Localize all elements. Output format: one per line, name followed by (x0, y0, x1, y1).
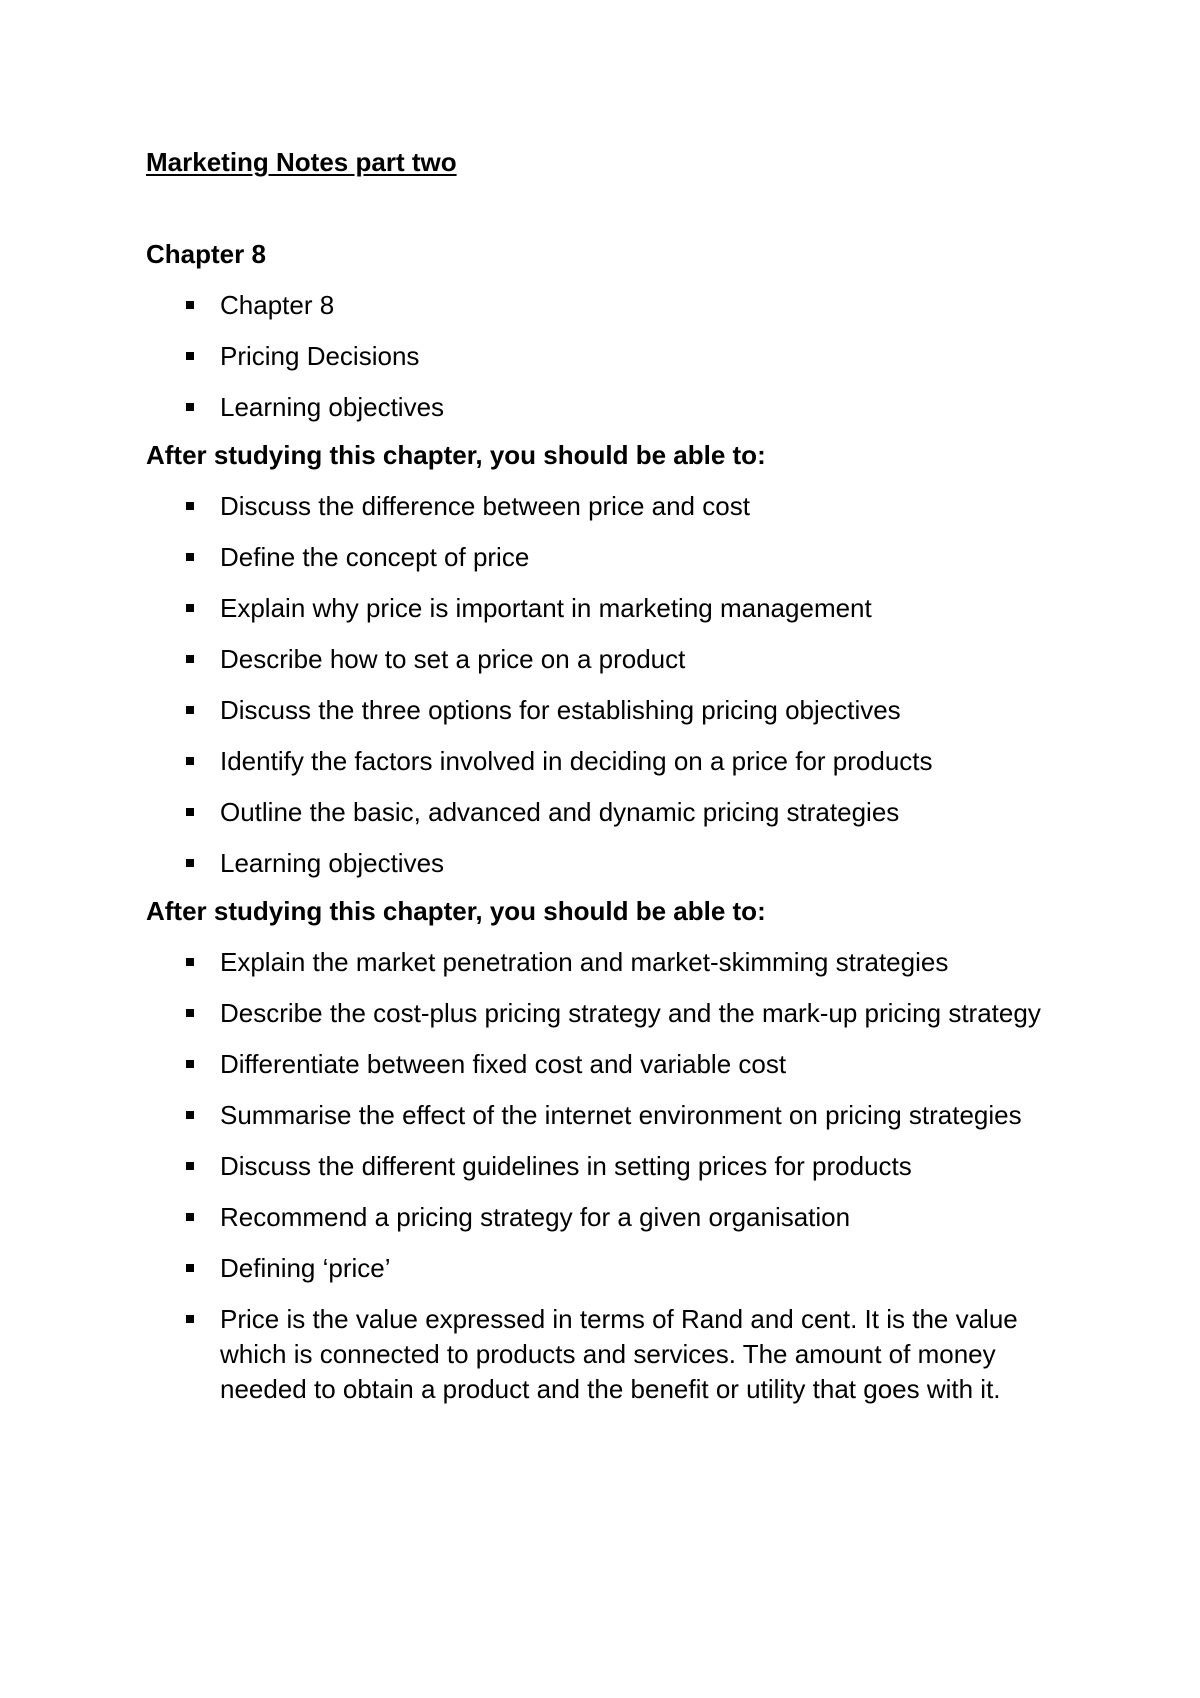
list-item-text: Differentiate between fixed cost and variable cost (220, 1049, 787, 1079)
list-item-text: Identify the factors involved in deciding on a price for products (220, 746, 933, 776)
list-item-text: Discuss the three options for establishing pricing objectives (220, 695, 901, 725)
list-item (146, 591, 1086, 626)
list-item (146, 1149, 1086, 1184)
chapter-intro-list (146, 288, 1086, 425)
list-item-text: Pricing Decisions (220, 341, 420, 371)
square-bullet-icon (186, 958, 194, 966)
list-item (146, 390, 1086, 425)
square-bullet-icon (186, 808, 194, 816)
square-bullet-icon (186, 553, 194, 561)
square-bullet-icon (186, 1315, 194, 1323)
objectives-heading: After studying this chapter, you should be able to: (146, 896, 766, 926)
list-item-text: Outline the basic, advanced and dynamic pricing strategies (220, 797, 900, 827)
square-bullet-icon (186, 655, 194, 663)
list-item-text: Explain the market penetration and market-skimming strategies (220, 947, 949, 977)
list-item-text: Price is the value expressed in terms of Rand and cent. It is the value which is connected to products and services. The amount of money needed to obtain a product and the benefit or utility that goes with it. (220, 1304, 1018, 1404)
square-bullet-icon (186, 604, 194, 612)
list-item (146, 945, 1086, 980)
square-bullet-icon (186, 859, 194, 867)
list-item (146, 693, 1086, 728)
list-item-text: Discuss the different guidelines in setting prices for products (220, 1151, 912, 1181)
list-item-text: Recommend a pricing strategy for a given organisation (220, 1202, 851, 1232)
square-bullet-icon (186, 1060, 194, 1068)
square-bullet-icon (186, 352, 194, 360)
document-content (146, 144, 1086, 1407)
list-item (146, 540, 1086, 575)
list-item (146, 1098, 1086, 1133)
square-bullet-icon (186, 1009, 194, 1017)
objectives-heading: After studying this chapter, you should be able to: (146, 440, 766, 470)
list-item (146, 339, 1086, 374)
square-bullet-icon (186, 502, 194, 510)
list-item (146, 288, 1086, 323)
square-bullet-icon (186, 1111, 194, 1119)
document-title: Marketing Notes part two (146, 147, 457, 177)
square-bullet-icon (186, 1162, 194, 1170)
square-bullet-icon (186, 1264, 194, 1272)
list-item (146, 1302, 1086, 1407)
list-item (146, 996, 1086, 1031)
list-item (146, 642, 1086, 677)
list-item (146, 795, 1086, 830)
square-bullet-icon (186, 301, 194, 309)
list-item-text: Describe the cost-plus pricing strategy and the mark-up pricing strategy (220, 998, 1041, 1028)
list-item-text: Summarise the effect of the internet environment on pricing strategies (220, 1100, 1022, 1130)
square-bullet-icon (186, 403, 194, 411)
list-item-text: Describe how to set a price on a product (220, 644, 686, 674)
square-bullet-icon (186, 706, 194, 714)
square-bullet-icon (186, 757, 194, 765)
chapter-heading: Chapter 8 (146, 239, 266, 269)
objectives-list (146, 945, 1086, 1407)
list-item (146, 744, 1086, 779)
list-item-text: Learning objectives (220, 848, 445, 878)
list-item (146, 1047, 1086, 1082)
list-item-text: Explain why price is important in marketing management (220, 593, 872, 623)
list-item-text: Define the concept of price (220, 542, 530, 572)
list-item-text: Learning objectives (220, 392, 445, 422)
list-item-text: Chapter 8 (220, 290, 335, 320)
list-item (146, 489, 1086, 524)
list-item (146, 1200, 1086, 1235)
list-item-text: Defining ‘price’ (220, 1253, 391, 1283)
objectives-list (146, 489, 1086, 881)
square-bullet-icon (186, 1213, 194, 1221)
list-item-text: Discuss the difference between price and cost (220, 491, 750, 521)
list-item (146, 846, 1086, 881)
list-item (146, 1251, 1086, 1286)
